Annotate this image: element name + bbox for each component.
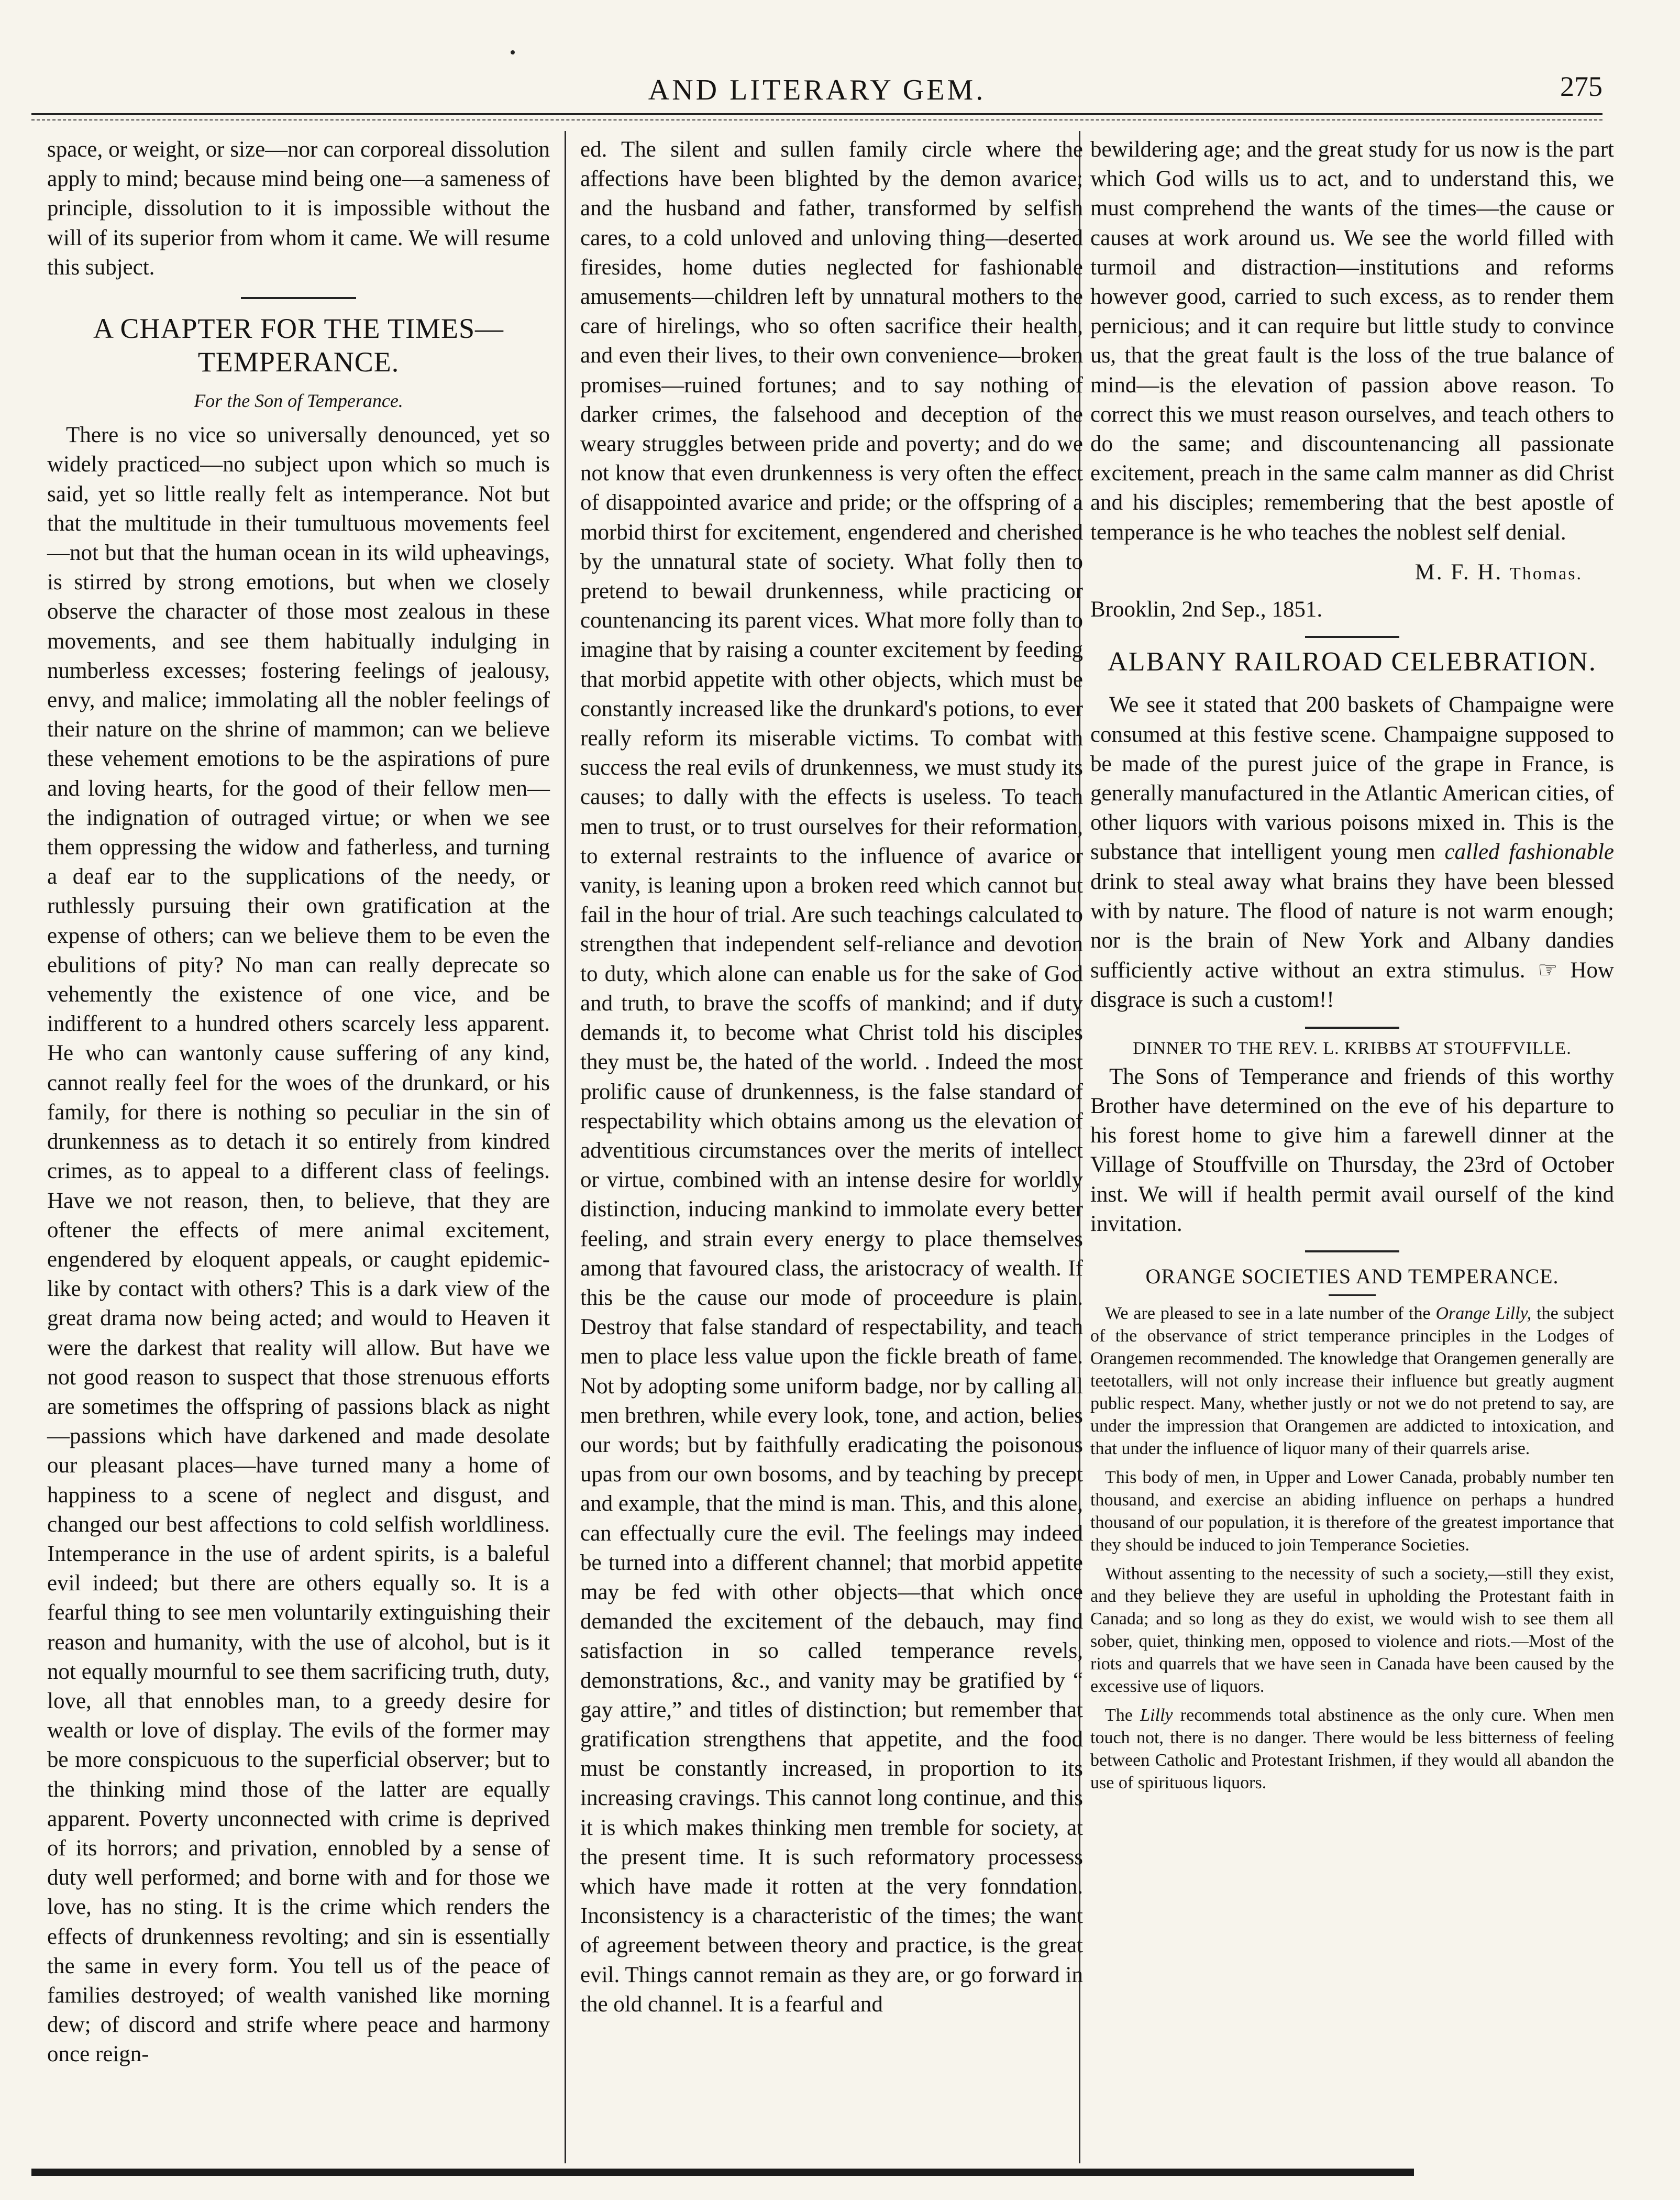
albany-article-title: ALBANY RAILROAD CELEBRATION. (1108, 647, 1597, 677)
ink-speck (511, 50, 515, 54)
orange-text: We are pleased to see in a late number of the (1105, 1304, 1436, 1324)
place-date: Brooklin, 2nd Sep., 1851. (1090, 597, 1323, 622)
column-2 (580, 135, 1083, 2019)
section-rule (1305, 1027, 1399, 1029)
article-body-continued: bewildering age; and the great study for us now is the part which God wills us to act, and to understand this, we must comprehend the wants of the times—the cause or causes at work around us. We see the world filled with turmoil and distraction—institutions and reforms however good, carried to such excess, as to render them pernicious; and it can require but little study to convince us, that the great fault is the loss of the true balance of mind—is the elevation of passion above reason. To correct this we must reason ourselves, and teach others to do the same; and discountenancing all passionate excitement, preach in the same calm manner as did Christ and his disciples; remembering that the best apostle of temperance is he who teaches the noblest self denial. (1090, 137, 1614, 545)
article-byline: For the Son of Temperance. (194, 390, 403, 412)
header-rule (31, 113, 1602, 115)
orange-paragraph (1090, 1302, 1614, 1460)
running-header (31, 73, 1602, 110)
orange-article-body (1090, 1302, 1614, 1794)
albany-emphasis: called fashionable (1444, 840, 1614, 865)
section-rule (1305, 1250, 1399, 1252)
column-1 (47, 135, 550, 2070)
column-3 (1090, 135, 1614, 1800)
orange-article-title: ORANGE SOCIETIES AND TEMPERANCE. (1145, 1264, 1559, 1288)
column-divider (565, 131, 566, 2163)
header-rule-dashed (31, 119, 1602, 120)
orange-paragraph: This body of men, in Upper and Lower Canada, probably number ten thousand, and exercise an abiding influence on perhaps a hundred thousand of our population, it is therefore of the greatest importance that they should be induced to join Temperance Societies. (1090, 1468, 1614, 1555)
page-number: 275 (1560, 71, 1602, 102)
article-title: A CHAPTER FOR THE TIMES— TEMPERANCE. (93, 313, 504, 378)
running-title: AND LITERARY GEM. (648, 74, 986, 106)
section-rule (241, 297, 356, 299)
signature-initials: M. F. H. (1414, 559, 1503, 585)
orange-emphasis: Orange Lilly, (1435, 1304, 1532, 1324)
article-body: There is no vice so universally denounced, yet so widely practiced—no subject upon which so much is said, yet so little really felt as intemperance. Not but that the multitude in their tumultuous movements feel—not but that the human ocean in its wild upheavings, is stirred by strong emotions, but when we closely observe the character of those most zealous in these movements, and see them habitually indulging in numberless excesses; fostering feelings of jealousy, envy, and malice; immolating all the nobler feelings of their nature on the shrine of mammon; can we believe these vehement emotions to be the aspirations of pure and loving hearts, for the good of their fellow men—the indignation of outraged virtue; or when we see them oppressing the widow and fatherless, and turning a deaf ear to the supplications of the needy, or ruthlessly pursuing their own gratification at the expense of others; can we believe them to be even the ebulitions of pity? No man can really deprecate so vehemently the existence of one vice, and be indifferent to a hundred others scarcely less apparent. He who can wantonly cause suffering of any kind, cannot really feel for the woes of the drunkard, or his family, for there is nothing so peculiar in the sin of drunkenness as to detach it so entirely from kindred crimes, as to appeal to a different class of feelings. Have we not reason, then, to believe, that they are oftener the effects of mere animal excitement, engendered by eloquent appeals, or caught epidemic-like by contact with others? This is a dark view of the great drama now being acted; and would to Heaven it were the darkest that reality will allow. But have we not good reason to suspect that those strenuous efforts are sometimes the offspring of passions black as night—passions which have darkened and made desolate our pleasant places—have turned many a home of happiness to a scene of neglect and disgust, and changed our best affections to cold selfish worldliness. Intemperance in the use of ardent spirits, is a baleful evil indeed; but there are others equally so. It is a fearful thing to see men voluntarily extinguishing their reason and humanity, with the use of alcohol, but is it not equally mournful to see them sacrificing truth, duty, love, all that ennobles man, to a greedy desire for wealth or love of display. The evils of the former may be more conspicuous to the superficial observer; but to the thinking mind those of the latter are equally apparent. Poverty unconnected with crime is deprived of its horrors; and privation, ennobled by a sense of duty well performed; and borne with and for those we love, has no sting. It is the crime which renders the effects of drunkenness revolting; and sin is essentially the same in every form. You tell us of the peace of families destroyed; of wealth vanished like morning dew; of discord and strife where peace and harmony once reign- (47, 423, 550, 2067)
albany-text-1: We see it stated that 200 baskets of Champaigne were consumed at this festive scene. Champaigne supposed to be made of the purest juice of the grape in France, is generally manufactured in the Atlantic American cities, of other liquors with various poisons mixed in. This is the substance that intelligent young men (1090, 692, 1614, 865)
albany-article-body (1090, 690, 1614, 1015)
dinner-article-body: The Sons of Temperance and friends of this worthy Brother have determined on the eve of his departure to his forest home to give him a farewell dinner at the Village of Stouffville on Thursday, the 23rd of October inst. We will if health permit avail ourself of the kind invitation. (1090, 1064, 1614, 1236)
orange-text: The (1105, 1706, 1141, 1725)
signature (1090, 558, 1614, 589)
orange-text: the subject of the observance of strict temperance principles in the Lodges of Orangemen recommended. The knowledge that Orangemen generally are teetotallers, will not only increase their influence but greatly augment public respect. Many, whether justly or not we do not pretend to say, are under the impression that Orangemen are addicted to intoxication, and that under the influence of liquor many of their quarrels arise. (1090, 1304, 1615, 1459)
section-rule (1305, 636, 1399, 638)
pointing-hand-icon: ☞ (1538, 957, 1558, 984)
orange-text: recommends total abstinence as the only cure. When men touch not, there is no danger. There would be less bitterness of feeling between Catholic and Protestant Irishmen, if they would all abandon the use of spirituous liquors. (1090, 1706, 1614, 1793)
orange-paragraph (1090, 1704, 1614, 1794)
section-rule (1329, 1294, 1376, 1296)
bottom-rule (31, 2169, 1414, 2176)
continued-paragraph: space, or weight, or size—nor can corporeal dissolution apply to mind; because mind being one—a sameness of principle, dissolution to it is impossible without the will of its superior from whom it came. We will resume this subject. (47, 137, 550, 280)
signature-name: Thomas. (1509, 564, 1583, 584)
orange-paragraph: Without assenting to the necessity of such a society,—still they exist, and they believe they are useful in upholding the Protestant faith in Canada; and so long as they do exist, we would wish to see them all sober, quiet, thinking men, opposed to violence and riots.—Most of the riots and quarrels that we have seen in Canada have been caused by the excessive use of liquors. (1090, 1564, 1614, 1697)
albany-text-2: drink to steal away what brains they have been blessed with by nature. The flood of nature is not warm enough; nor is the brain of New York and Albany dandies sufficiently active without an extra stimulus. (1090, 869, 1614, 983)
albany-text-3: How disgrace is such a custom!! (1090, 958, 1614, 1013)
article-body-continued: ed. The silent and sullen family circle where the affections have been blighted by the demon avarice; and the husband and father, transformed by selfish cares, to a cold unloved and unloving thing—deserted firesides, home duties neglected for fashionable amusements—children left by unnatural mothers to the care of hirelings, who so often sacrifice their health, and even their lives, to their own convenience—broken promises—ruined fortunes; and to say nothing of darker crimes, the falsehood and deception of the weary struggles between pride and poverty; and do we not know that even drunkenness is very often the effect of disappointed avarice and pride; or the offspring of a morbid thirst for excitement, engendered and cherished by the unnatural state of society. What folly then to pretend to bewail drunkenness, while practicing or countenancing its parent vices. What more folly than to imagine that by raising a counter excitement by feeding that morbid appetite with other objects, which must be constantly increased like the drunkard's potions, to ever really reform its miserable victims. To combat with success the real evils of drunkenness, we must study its causes; to dally with the effects is useless. To teach men to trust, or to trust ourselves for their reformation, to external restraints to the influence of avarice or vanity, is leaning upon a broken reed which cannot but fail in the hour of trial. Are such teachings calculated to strengthen that independent self-reliance and devotion to duty, which alone can enable us for the sake of God and truth, to brave the scoffs of mankind; and if duty demands it, to become what Christ told his disciples they must be, the hated of the world. . Indeed the most prolific cause of drunkenness, is the false standard of respectability which obtains among us the elevation of adventitious circumstances over the merits of intellect or virtue, combined with an intense desire for worldly distinction, inducing mankind to immolate every better feeling, and strain every energy to place themselves among that favoured class, the aristocracy of wealth. If this be the cause our mode of proceedure is plain. Destroy that false standard of respectability, and teach men to place less value upon the fickle breath of fame. Not by adopting some uniform badge, nor by calling all men brethren, while every look, tone, and action, belies our words; but by faithfully eradicating the poisonous upas from our own bosoms, and by teaching by precept and example, that the mind is man. This, and this alone, can effectually cure the evil. The feelings may indeed be turned into a different channel; that morbid appetite may be fed with other objects—that which once demanded the excitement of the debauch, may find satisfaction in so called temperance revels, demonstrations, &c., and vanity may be gratified by “ gay attire,” and titles of distinction; but remember that gratification strengthens that appetite, and the food must be constantly increased, in proportion to its increasing cravings. This cannot long continue, and this it is which makes thinking men tremble for society, at the present time. It is such reformatory processess which have made it rotten at the very fonndation. Inconsistency is a characteristic of the times; the want of agreement between theory and practice, is the great evil. Things cannot remain as they are, or go forward in the old channel. It is a fearful and (580, 137, 1083, 2017)
dinner-article-title: DINNER TO THE REV. L. KRIBBS AT STOUFFVILLE. (1133, 1038, 1572, 1058)
orange-emphasis: Lilly (1140, 1706, 1173, 1725)
